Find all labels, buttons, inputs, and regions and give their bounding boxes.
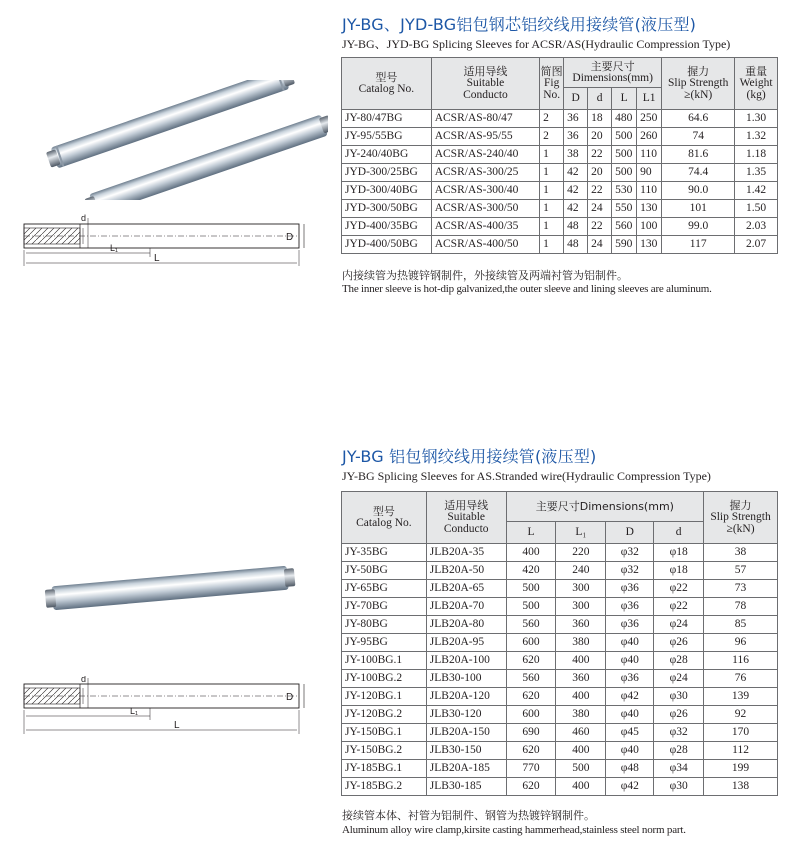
cell-slip: 64.6 — [662, 110, 735, 128]
cell-catalog: JY-240/40BG — [342, 146, 432, 164]
table-row — [342, 670, 778, 688]
sleeve-drawing-1 — [18, 210, 308, 272]
cell-fig: 1 — [540, 200, 564, 218]
table-row — [342, 598, 778, 616]
cell-l1: 380 — [556, 706, 606, 724]
cell-d: φ34 — [654, 760, 704, 778]
cell-fig: 1 — [540, 182, 564, 200]
sleeve-photo-pair — [38, 80, 328, 200]
cell-conductor: ACSR/AS-300/25 — [431, 164, 539, 182]
cell-catalog: JY-100BG.1 — [342, 652, 427, 670]
cell-conductor: JLB30-100 — [426, 670, 506, 688]
cell-catalog: JYD-300/25BG — [342, 164, 432, 182]
section1-title-cn: JY-BG、JYD-BG铝包钢芯铝绞线用接续管(液压型) — [342, 15, 697, 34]
cell-d: 24 — [588, 200, 612, 218]
label-d-2: d — [81, 676, 87, 684]
cell-d: 22 — [588, 146, 612, 164]
label-L-2: L — [174, 720, 180, 731]
label-D: D — [286, 232, 294, 243]
th2-slip: 握力 Slip Strength ≥(kN) — [704, 492, 778, 544]
cell-fig: 1 — [540, 146, 564, 164]
cell-weight: 1.35 — [735, 164, 778, 182]
cell-d: φ18 — [654, 562, 704, 580]
cell-l1: 300 — [556, 598, 606, 616]
th2-dimensions: 主要尺寸Dimensions(mm) — [506, 492, 703, 522]
cell-l: 600 — [506, 706, 556, 724]
cell-l: 770 — [506, 760, 556, 778]
cell-slip: 96 — [704, 634, 778, 652]
cell-d: φ18 — [654, 544, 704, 562]
cell-fig: 1 — [540, 218, 564, 236]
cell-d: φ32 — [606, 544, 654, 562]
label-L1: L₁ — [110, 243, 119, 253]
cell-l: 620 — [506, 778, 556, 796]
cell-slip: 92 — [704, 706, 778, 724]
section2-note-cn: 接续管本体、衬管为铝制件、钢管为热镀锌钢制件。 — [342, 809, 595, 822]
cell-slip: 85 — [704, 616, 778, 634]
cell-slip: 57 — [704, 562, 778, 580]
cell-conductor: JLB20A-150 — [426, 724, 506, 742]
cell-conductor: JLB20A-50 — [426, 562, 506, 580]
cell-catalog: JY-120BG.1 — [342, 688, 427, 706]
cell-catalog: JY-100BG.2 — [342, 670, 427, 688]
cell-conductor: JLB30-150 — [426, 742, 506, 760]
cell-slip: 78 — [704, 598, 778, 616]
cell-d: φ40 — [606, 652, 654, 670]
label-L: L — [154, 253, 160, 264]
label-D-2: D — [286, 692, 294, 703]
cell-l1: 110 — [637, 146, 662, 164]
cell-d: φ32 — [606, 562, 654, 580]
cell-l: 620 — [506, 742, 556, 760]
cell-d: 20 — [588, 164, 612, 182]
cell-d: 42 — [564, 182, 588, 200]
th-L: L — [612, 88, 637, 110]
table-row — [342, 634, 778, 652]
cell-d: φ42 — [606, 688, 654, 706]
cell-catalog: JY-95BG — [342, 634, 427, 652]
cell-l: 600 — [506, 634, 556, 652]
th-catalog: 型号 Catalog No. — [342, 58, 432, 110]
cell-d: 20 — [588, 128, 612, 146]
table-row — [342, 706, 778, 724]
cell-d: φ32 — [654, 724, 704, 742]
cell-l1: 360 — [556, 616, 606, 634]
table-row — [342, 164, 778, 182]
cell-l1: 300 — [556, 580, 606, 598]
cell-l1: 400 — [556, 652, 606, 670]
cell-d: φ28 — [654, 652, 704, 670]
cell-slip: 117 — [662, 236, 735, 254]
cell-d: φ36 — [606, 580, 654, 598]
cell-conductor: JLB30-185 — [426, 778, 506, 796]
cell-conductor: ACSR/AS-240/40 — [431, 146, 539, 164]
cell-l1: 400 — [556, 778, 606, 796]
table-row — [342, 724, 778, 742]
table-row — [342, 218, 778, 236]
section1-note-cn: 内接续管为热镀锌钢制件，外接续管及两端衬管为铝制件。 — [342, 269, 628, 282]
cell-weight: 1.50 — [735, 200, 778, 218]
spec-table-1 — [341, 57, 778, 254]
cell-l1: 240 — [556, 562, 606, 580]
cell-slip: 38 — [704, 544, 778, 562]
cell-l: 590 — [612, 236, 637, 254]
cell-l: 400 — [506, 544, 556, 562]
cell-weight: 2.07 — [735, 236, 778, 254]
cell-slip: 139 — [704, 688, 778, 706]
th2-L1: L₁ — [556, 522, 606, 544]
cell-conductor: ACSR/AS-400/50 — [431, 236, 539, 254]
table-row — [342, 182, 778, 200]
table-row — [342, 778, 778, 796]
cell-d: 36 — [564, 110, 588, 128]
cell-slip: 112 — [704, 742, 778, 760]
cell-slip: 74 — [662, 128, 735, 146]
spec-table-2 — [341, 491, 778, 796]
th-d: d — [588, 88, 612, 110]
cell-weight: 2.03 — [735, 218, 778, 236]
table-row — [342, 760, 778, 778]
cell-d: φ30 — [654, 688, 704, 706]
th2-conductor: 适用导线 Suitable Conducto — [426, 492, 506, 544]
cell-conductor: JLB20A-70 — [426, 598, 506, 616]
cell-d: φ36 — [606, 670, 654, 688]
cell-l: 620 — [506, 688, 556, 706]
cell-catalog: JYD-400/50BG — [342, 236, 432, 254]
cell-fig: 1 — [540, 164, 564, 182]
cell-l1: 400 — [556, 742, 606, 760]
cell-l1: 460 — [556, 724, 606, 742]
cell-conductor: JLB20A-120 — [426, 688, 506, 706]
cell-slip: 73 — [704, 580, 778, 598]
label-L1-2: L₁ — [130, 706, 139, 716]
cell-slip: 74.4 — [662, 164, 735, 182]
cell-l: 690 — [506, 724, 556, 742]
cell-catalog: JY-80BG — [342, 616, 427, 634]
cell-l1: 250 — [637, 110, 662, 128]
label-d: d — [81, 213, 87, 223]
cell-l: 420 — [506, 562, 556, 580]
cell-l: 500 — [506, 598, 556, 616]
cell-weight: 1.32 — [735, 128, 778, 146]
cell-slip: 138 — [704, 778, 778, 796]
cell-l: 500 — [612, 128, 637, 146]
cell-l: 620 — [506, 652, 556, 670]
cell-catalog: JY-65BG — [342, 580, 427, 598]
cell-l1: 360 — [556, 670, 606, 688]
th-slip: 握力 Slip Strength ≥(kN) — [662, 58, 735, 110]
cell-slip: 76 — [704, 670, 778, 688]
cell-l1: 110 — [637, 182, 662, 200]
cell-d: 38 — [564, 146, 588, 164]
table-row — [342, 688, 778, 706]
cell-d: φ42 — [606, 778, 654, 796]
cell-catalog: JYD-400/35BG — [342, 218, 432, 236]
cell-d: φ40 — [606, 742, 654, 760]
table-row — [342, 652, 778, 670]
table-row — [342, 236, 778, 254]
th2-catalog: 型号 Catalog No. — [342, 492, 427, 544]
cell-conductor: JLB20A-35 — [426, 544, 506, 562]
cell-slip: 90.0 — [662, 182, 735, 200]
cell-catalog: JY-150BG.2 — [342, 742, 427, 760]
cell-conductor: JLB20A-80 — [426, 616, 506, 634]
th2-d: d — [654, 522, 704, 544]
cell-catalog: JY-50BG — [342, 562, 427, 580]
cell-l1: 220 — [556, 544, 606, 562]
cell-slip: 116 — [704, 652, 778, 670]
table-row — [342, 742, 778, 760]
cell-d: φ40 — [606, 634, 654, 652]
cell-catalog: JYD-300/50BG — [342, 200, 432, 218]
th2-L: L — [506, 522, 556, 544]
cell-d: φ26 — [654, 706, 704, 724]
th-weight: 重量 Weight (kg) — [735, 58, 778, 110]
cell-catalog: JY-70BG — [342, 598, 427, 616]
cell-l: 550 — [612, 200, 637, 218]
cell-slip: 101 — [662, 200, 735, 218]
cell-l: 480 — [612, 110, 637, 128]
cell-l1: 260 — [637, 128, 662, 146]
cell-catalog: JY-150BG.1 — [342, 724, 427, 742]
th-conductor: 适用导线 Suitable Conducto — [431, 58, 539, 110]
cell-l1: 500 — [556, 760, 606, 778]
cell-d: φ22 — [654, 580, 704, 598]
cell-d: 48 — [564, 236, 588, 254]
cell-d: 22 — [588, 182, 612, 200]
table-row — [342, 110, 778, 128]
cell-l1: 400 — [556, 688, 606, 706]
cell-l1: 100 — [637, 218, 662, 236]
cell-d: φ48 — [606, 760, 654, 778]
cell-l1: 90 — [637, 164, 662, 182]
table-row — [342, 128, 778, 146]
cell-conductor: ACSR/AS-300/40 — [431, 182, 539, 200]
th-L1: L1 — [637, 88, 662, 110]
cell-catalog: JY-185BG.1 — [342, 760, 427, 778]
table-row — [342, 580, 778, 598]
cell-slip: 81.6 — [662, 146, 735, 164]
cell-slip: 199 — [704, 760, 778, 778]
cell-conductor: JLB20A-65 — [426, 580, 506, 598]
cell-l1: 380 — [556, 634, 606, 652]
section2-title-cn: JY-BG 铝包钢绞线用接续管(液压型) — [342, 447, 597, 466]
cell-l: 500 — [612, 146, 637, 164]
cell-slip: 99.0 — [662, 218, 735, 236]
cell-d: φ40 — [606, 706, 654, 724]
cell-l: 560 — [506, 616, 556, 634]
cell-d: 24 — [588, 236, 612, 254]
cell-d: φ22 — [654, 598, 704, 616]
table-row — [342, 544, 778, 562]
cell-d: 22 — [588, 218, 612, 236]
th2-D: D — [606, 522, 654, 544]
th-fig: 简图 Fig No. — [540, 58, 564, 110]
cell-conductor: ACSR/AS-80/47 — [431, 110, 539, 128]
cell-d: φ36 — [606, 616, 654, 634]
sleeve-photo-single — [40, 562, 300, 612]
section2-title-en: JY-BG Splicing Sleeves for AS.Stranded wire(Hydraulic Compression Type) — [342, 469, 711, 483]
cell-conductor: JLB20A-185 — [426, 760, 506, 778]
cell-d: φ28 — [654, 742, 704, 760]
cell-l1: 130 — [637, 200, 662, 218]
cell-l: 500 — [506, 580, 556, 598]
cell-l: 560 — [506, 670, 556, 688]
cell-catalog: JY-80/47BG — [342, 110, 432, 128]
th-dimensions: 主要尺寸 Dimensions(mm) — [564, 58, 662, 88]
table-row — [342, 146, 778, 164]
cell-d: φ24 — [654, 616, 704, 634]
th-D: D — [564, 88, 588, 110]
cell-conductor: JLB20A-100 — [426, 652, 506, 670]
cell-catalog: JY-35BG — [342, 544, 427, 562]
cell-d: 42 — [564, 200, 588, 218]
cell-l: 530 — [612, 182, 637, 200]
cell-fig: 2 — [540, 128, 564, 146]
section2-note-en: Aluminum alloy wire clamp,kirsite casting hammerhead,stainless steel norm part. — [342, 824, 686, 836]
cell-catalog: JY-120BG.2 — [342, 706, 427, 724]
cell-fig: 2 — [540, 110, 564, 128]
cell-weight: 1.18 — [735, 146, 778, 164]
cell-d: φ24 — [654, 670, 704, 688]
cell-d: 18 — [588, 110, 612, 128]
cell-fig: 1 — [540, 236, 564, 254]
cell-conductor: ACSR/AS-400/35 — [431, 218, 539, 236]
cell-d: 48 — [564, 218, 588, 236]
cell-d: φ26 — [654, 634, 704, 652]
cell-conductor: ACSR/AS-95/55 — [431, 128, 539, 146]
cell-weight: 1.30 — [735, 110, 778, 128]
cell-d: φ36 — [606, 598, 654, 616]
cell-l1: 130 — [637, 236, 662, 254]
cell-catalog: JY-185BG.2 — [342, 778, 427, 796]
table-row — [342, 616, 778, 634]
cell-l: 560 — [612, 218, 637, 236]
cell-catalog: JY-95/55BG — [342, 128, 432, 146]
section1-title-en: JY-BG、JYD-BG Splicing Sleeves for ACSR/AS(Hydraulic Compression Type) — [342, 37, 731, 51]
cell-d: φ30 — [654, 778, 704, 796]
cell-catalog: JYD-300/40BG — [342, 182, 432, 200]
table-row — [342, 200, 778, 218]
cell-d: 42 — [564, 164, 588, 182]
cell-conductor: JLB20A-95 — [426, 634, 506, 652]
section1-note-en: The inner sleeve is hot-dip galvanized,the outer sleeve and lining sleeves are aluminum. — [342, 283, 712, 295]
cell-conductor: ACSR/AS-300/50 — [431, 200, 539, 218]
cell-weight: 1.42 — [735, 182, 778, 200]
cell-slip: 170 — [704, 724, 778, 742]
sleeve-drawing-2 — [18, 676, 308, 738]
cell-conductor: JLB30-120 — [426, 706, 506, 724]
table-row — [342, 562, 778, 580]
cell-d: φ45 — [606, 724, 654, 742]
cell-l: 500 — [612, 164, 637, 182]
cell-d: 36 — [564, 128, 588, 146]
